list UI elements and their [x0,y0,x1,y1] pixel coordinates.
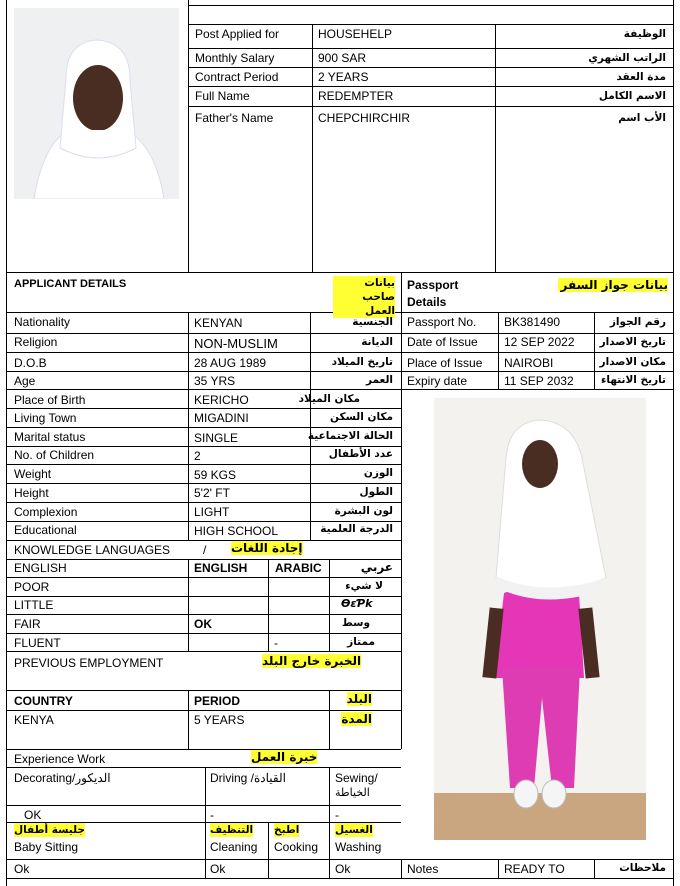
languages-title: KNOWLEDGE LANGUAGES [14,543,171,557]
skill-washing-ar: الغسيل [335,824,373,836]
cv-form: Post Applied for HOUSEHELP الوظيفة Monthly Salary 900 SAR الراتب الشهري Contract Period 2 YEARS مدة العقد Full Name REDEMPTER الاسم الكامل Father's Name CHEPCHIRCHIR الأب اسم APPLICANT DETAILS بيانات صاحب العمل Passport Details بيانات جواز السفر Nationality KENYAN الجنسية Religion NON-MUSLIM الديانة D.O.B 28 AUG 1989 تاريخ الميلاد Age 35 YRS العمر Place of Birth KERICHO مكان الميلاد Living Town MIGADINI مكان السكن Marital status SINGLE الحالة الاجتماعية No. of Children 2 عدد الأطفال Weight 59 KGS الوزن Height 5'2' FT الطول Complexion LIGHT لون البشرة Educational HIGH SCHOOL الدرجة العلمية Passport No. BK381490 رقم الجواز Date of Issue 12 SEP 2022 تاريخ الاصدار Place of Issue NAIROBI مكان الاصدار Expiry date 11 SEP 2032 تاريخ الانتهاء KNOWLEDGE LANGUAGES / إجادة اللغات ENGLISH ENGLISH ARABIC عربي POOR لا شيء LITTLE ƟɛƤk FAIR OK وسط FLUENT - ممتاز PREVIOUS EMPLOYMENT الخبرة خارج البلد COUNTRY PERIOD البلد KENYA 5 YEARS المدة Experience Work خبرة العمل Decorating/الديكور Driving /القيادة Sewing/ الخياطة OK - - جليسة أطفال التنظيف اطبخ الغسيل Baby Sitting Cleaning Cooking Washing Ok Ok Ok Notes READY TO ملاحظات [0,0,680,886]
skill-cleaning: Cleaning [210,840,258,854]
name-ar: الاسم الكامل [598,90,666,102]
name-value: REDEMPTER [318,89,394,103]
notes-ar: ملاحظات [619,862,666,874]
full-body-photo [434,398,646,840]
period-value: 5 YEARS [194,713,245,727]
lang-col-ar: عربي [360,560,393,574]
lang-row-poor: POOR [14,580,50,594]
contract-ar: مدة العقد [616,71,666,83]
lang-row-little-ar: ƟɛƤk [341,597,373,610]
lang-row-fair-ar: وسط [341,617,370,629]
skill-cooking-ar: اطبخ [274,824,300,836]
passport-header-ar: بيانات جواز السفر [558,278,668,292]
country-label: COUNTRY [14,694,73,708]
post-value: HOUSEHELP [318,27,393,41]
skill-washing-value: Ok [335,862,351,876]
father-label: Father's Name [195,111,274,125]
skill-sewing-en: Sewing/ [335,771,378,785]
employment-title: PREVIOUS EMPLOYMENT [14,656,164,670]
salary-value: 900 SAR [318,51,367,65]
employment-title-ar: الخبرة خارج البلد [262,654,362,668]
lang-row-english: ENGLISH [14,561,67,575]
notes-label: Notes [407,862,439,876]
country-ar: البلد [346,692,372,706]
salary-ar: الراتب الشهري [588,52,666,64]
passport-photo [14,8,179,199]
lang-fluent-arabic: - [274,636,278,650]
skill-baby-value: Ok [14,862,30,876]
lang-row-fluent: FLUENT [14,636,61,650]
languages-title-ar: إجادة اللغات [231,541,303,555]
skill-baby-ar: جليسة أطفال [14,824,85,836]
skill-sewing-value: - [335,808,339,822]
contract-label: Contract Period [195,70,279,84]
lang-fair-english: OK [194,617,212,631]
lang-row-little: LITTLE [14,598,54,612]
country-value: KENYA [14,713,54,727]
lang-row-poor-ar: لا شيء [345,580,383,592]
lang-col-english: ENGLISH [194,561,248,575]
skill-cooking: Cooking [274,840,319,854]
passport-header: Passport Details [407,278,459,309]
skill-washing: Washing [335,840,382,854]
lang-row-fair: FAIR [14,617,41,631]
skill-driving: Driving /القيادة [210,771,286,785]
lang-col-arabic: ARABIC [275,561,322,575]
skill-driving-value: - [210,808,214,822]
salary-label: Monthly Salary [195,51,275,65]
father-value: CHEPCHIRCHIR [318,111,411,125]
skill-baby: Baby Sitting [14,840,79,854]
languages-slash: / [203,543,207,557]
lang-row-fluent-ar: ممتاز [347,636,375,648]
period-ar: المدة [341,712,372,726]
experience-title-ar: خبرة العمل [251,750,318,764]
contract-value: 2 YEARS [318,70,369,84]
skill-decorating-value: OK [24,808,42,822]
period-label: PERIOD [194,694,241,708]
applicant-header: APPLICANT DETAILS [14,278,127,290]
skill-decorating: Decorating/الديكور [14,771,111,785]
applicant-header-ar: بيانات صاحب العمل [333,276,395,318]
experience-title: Experience Work [14,752,106,766]
skill-cleaning-value: Ok [210,862,226,876]
skill-sewing-ar: الخياطة [335,786,370,799]
notes-value: READY TO [504,862,565,876]
post-label: Post Applied for [195,27,280,41]
post-ar: الوظيفة [623,28,666,40]
skill-cleaning-ar: التنظيف [210,824,254,836]
name-label: Full Name [195,89,250,103]
father-ar: الأب اسم [618,112,666,124]
